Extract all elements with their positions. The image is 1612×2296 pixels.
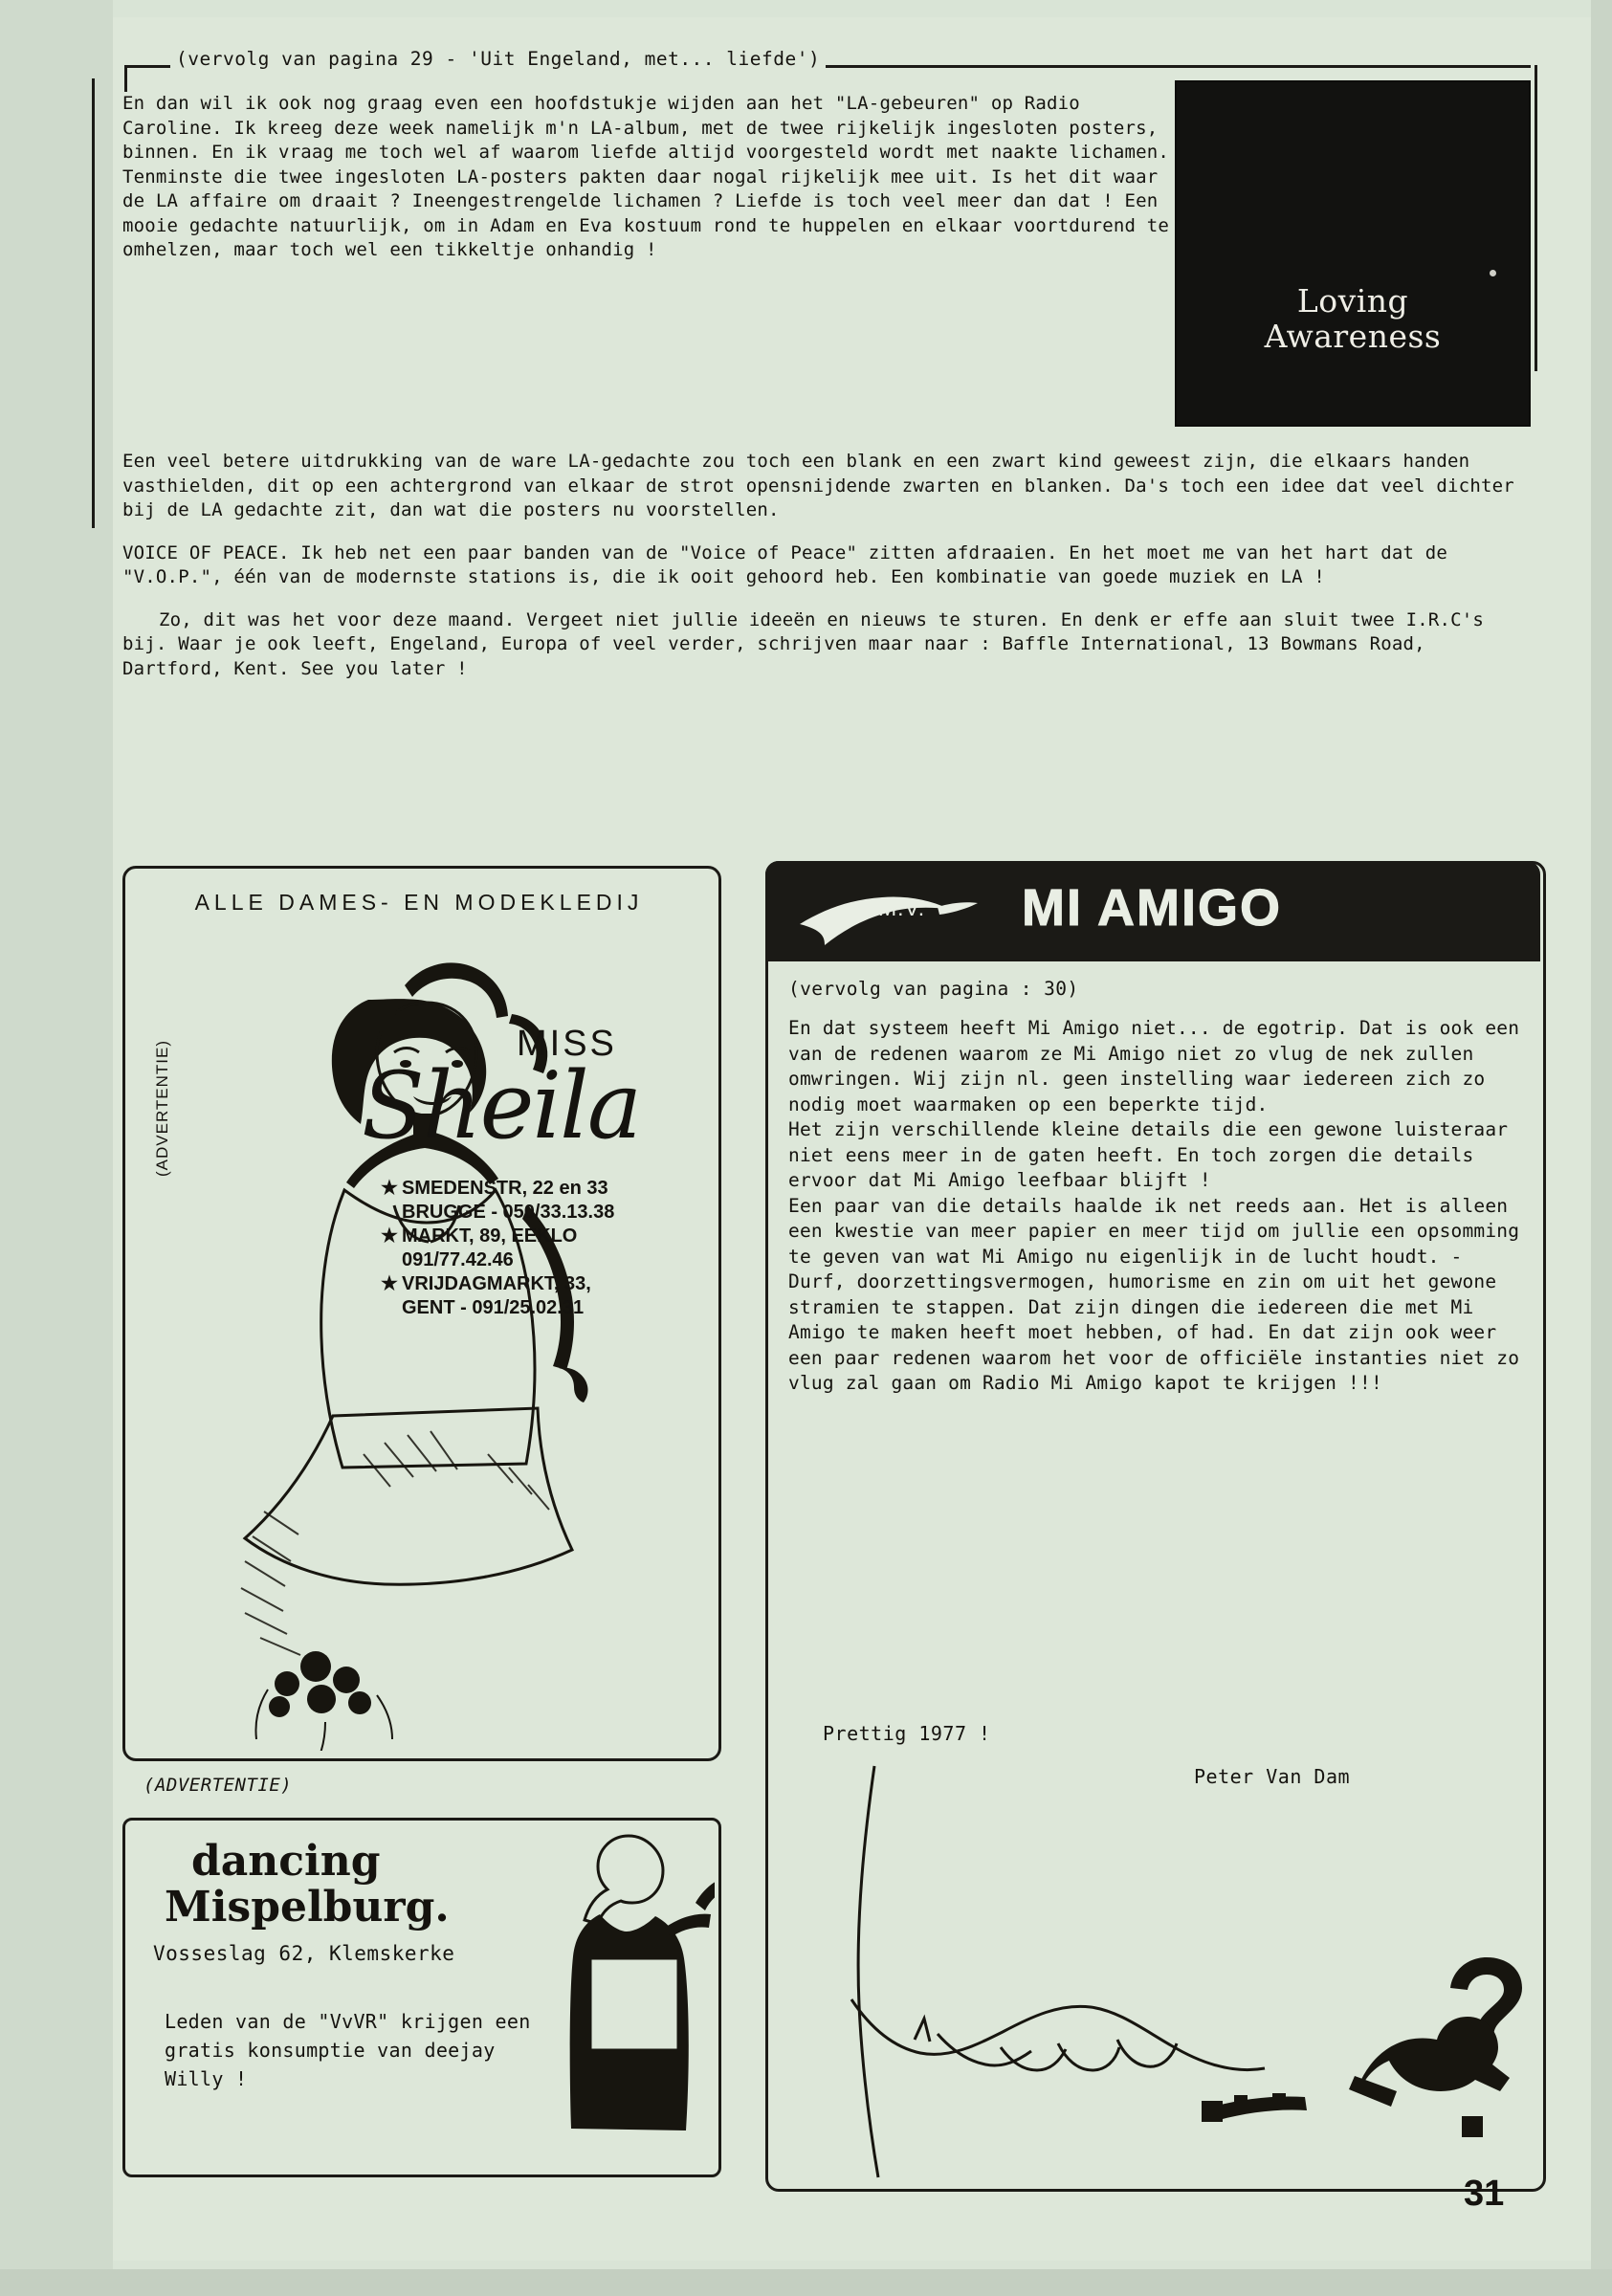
ad-sheila-addresses — [381, 1177, 696, 1320]
banner-mv-label: M.V. — [878, 895, 926, 920]
advertentie-label: (ADVERTENTIE) — [144, 1775, 293, 1796]
continuation-header: (vervolg van pagina 29 - 'Uit Engeland, met... liefde') — [170, 48, 826, 70]
mi-amigo-paragraph: En dat systeem heeft Mi Amigo niet... de egotrip. Dat is ook een van de redenen waarom ze Mi Amigo niet zo vlug de nek zullen omwringen. Wij zijn nl. geen instelling waar iedereen zich zo nodig moet waarmaken op een beperkte tijd. — [788, 1017, 1520, 1115]
article-column-wide — [122, 450, 1529, 699]
article-column-narrow — [122, 92, 1175, 281]
scan-margin-right — [1591, 0, 1612, 2296]
address-line: 091/77.42.46 — [402, 1249, 514, 1270]
scan-margin-bottom — [0, 2269, 1612, 2296]
mi-amigo-paragraph: Het zijn verschillende kleine details die een gewone luisteraar niet eens meer in de gaten heeft. En toch zorgen die details ervoor dat Mi Amigo leefbaar blijft ! — [788, 1118, 1509, 1191]
ad-dancing-title-line1: dancing — [191, 1837, 381, 1886]
mi-amigo-continuation: (vervolg van pagina : 30) — [788, 978, 1079, 1000]
mi-amigo-closing: Prettig 1977 ! — [823, 1722, 991, 1745]
ad-dancing-address: Vosseslag 62, Klemskerke — [153, 1942, 455, 1965]
address-line: VRIJDAGMARKT, 33, — [402, 1273, 591, 1294]
ad-sheila-brand: Sheila — [362, 1052, 641, 1159]
article-paragraph: Zo, dit was het voor deze maand. Vergeet niet jullie ideeën en nieuws te sturen. En denk er effe aan sluit twee I.R.C's bij. Waar je ook leeft, Engeland, Europa of veel verder, schrijven maar naar : Baffle International, 13 Bowmans Road, Dartford, Kent. See you later ! — [122, 608, 1485, 679]
mi-amigo-banner — [765, 861, 1540, 961]
mi-amigo-author: Peter Van Dam — [1194, 1765, 1351, 1788]
album-title — [1177, 283, 1529, 354]
album-cover-image — [1175, 80, 1531, 427]
ad-sheila-brand-small: MISS — [517, 1024, 617, 1064]
article-paragraph: Een veel betere uitdrukking van de ware LA-gedachte zou toch een blank en een zwart kind geweest zijn, die elkaars handen vasthielden, dit op een achtergrond van elkaar de strot opensnijdende zwarten en blanken. Da's toch een idee dat veel dichter bij de LA gedachte zit, dan wat die posters nu voorstellen. — [122, 451, 1514, 520]
address-line: BRUGGE - 050/33.13.38 — [402, 1202, 615, 1223]
address-line: SMEDENSTR, 22 en 33 — [402, 1178, 608, 1199]
article-paragraph: En dan wil ik ook nog graag even een hoofdstukje wijden aan het "LA-gebeuren" op Radio Caroline. Ik kreeg deze week namelijk m'n LA-album, met de twee rijkelijk ingesloten posters, binnen. En ik vraag me toch wel af waarom liefde altijd voorgesteld wordt met naakte lichamen. Tenminste die twee ingesloten LA-posters pakten daar nogal rijkelijk mee uit. Is het dit waar de LA affaire om draait ? Ineengestrengelde lichamen ? Liefde is toch veel meer dan dat ! Een mooie gedachte natuurlijk, om in Adam en Eva kostuum rond te huppelen en elkaar voortdurend te omhelzen, maar toch wel een tikkeltje onhandig ! — [122, 93, 1170, 260]
address-line: MARKT, 89, EEKLO — [402, 1225, 578, 1247]
banner-title: MI AMIGO — [1022, 879, 1282, 937]
album-title-line1: Loving — [1296, 282, 1409, 320]
mi-amigo-paragraph: Een paar van die details haalde ik net reeds aan. Het is alleen een kwestie van meer papier en meer tijd om jullie een opsomming te geven van wat Mi Amigo nu eigenlijk in de lucht houdt. - Durf, doorzettingsvermogen, humorisme en zin om uit het gewone stramien te stappen. Dat zijn dingen die iedereen die met Mi Amigo te maken heeft moet hebben, of had. En dat zijn ook weer een paar redenen waarom het voor de officiële instanties niet zo vlug zal gaan om Radio Mi Amigo kapot te krijgen !!! — [788, 1194, 1520, 1394]
ad-dancing-title-line2: Mispelburg. — [165, 1883, 450, 1932]
page-number: 31 — [1464, 2174, 1505, 2214]
star-icon: ★ — [381, 1273, 398, 1294]
address-line: GENT - 091/25.02.31 — [402, 1297, 585, 1318]
star-icon: ★ — [381, 1178, 398, 1199]
album-title-line2: Awareness — [1264, 318, 1442, 355]
star-icon: ★ — [381, 1225, 398, 1247]
mi-amigo-body — [788, 1016, 1523, 1397]
ad-sheila-header: ALLE DAMES- EN MODEKLEDIJ — [194, 890, 644, 915]
waitress-illustration — [550, 1822, 715, 2167]
article-paragraph: VOICE OF PEACE. Ik heb net een paar banden van de "Voice of Peace" zitten afdraaien. En het moet me van het hart dat de "V.O.P.", één van de modernste stations is, die ik ooit gehoord heb. Een kombinatie van goede muziek en LA ! — [122, 541, 1448, 587]
ad-dancing-note: Leden van de "VvVR" krijgen een gratis konsumptie van deejay Willy ! — [165, 2010, 531, 2090]
ad-sheila-vertical-note: (ADVERTENTIE) — [153, 1039, 171, 1177]
signature-and-cartoon — [823, 1760, 1531, 2181]
album-dot — [1490, 270, 1496, 276]
